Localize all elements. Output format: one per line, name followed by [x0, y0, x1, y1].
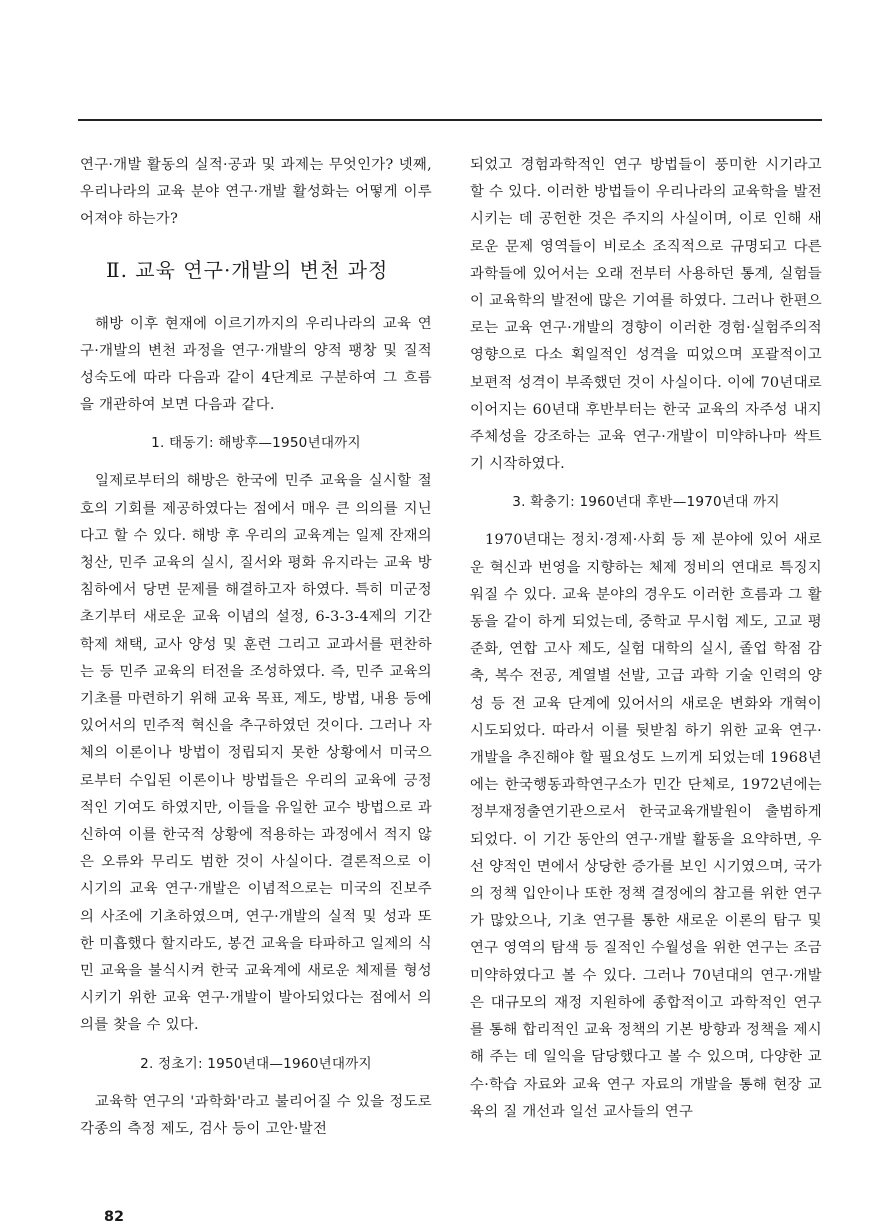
- section-title: Ⅱ. 교육 연구·개발의 변천 과정: [106, 257, 389, 282]
- right-column: [470, 152, 822, 1126]
- subsection-2-title: 2. 정초기: 1950년대—1960년대까지: [140, 1055, 372, 1072]
- subsection-1-body: 일제로부터의 해방은 한국에 민주 교육을 실시할 절호의 기회를 제공하였다는 점에서 매우 큰 의의를 지닌다고 할 수 있다. 해방 후 우리의 교육계는 일제 잔재의 청산, 민주 교육의 실시, 질서와 평화 유지라는 교육 방침하에서 당면 문제를 해결하고자 하였다. 특히 미군정 초기부터 새로운 교육 이념의 설정, 6-3-3-4제의 기간 학제 채택, 교사 양성 및 훈련 그리고 교과서를 편찬하는 등 민주 교육의 터전을 조성하였다. 즉, 민주 교육의 기초를 마련하기 위해 교육 목표, 제도, 방법, 내용 등에 있어서의 민주적 혁신을 추구하였던 것이다. 그러나 자체의 이론이나 방법이 정립되지 못한 상황에서 미국으로부터 수입된 이론이나 방법들은 우리의 교육에 긍정적인 기여도 하였지만, 이들을 유일한 교수 방법으로 과신하여 이를 한국적 상황에 적용하는 과정에서 적지 않은 오류와 무리도 범한 것이 사실이다. 결론적으로 이 시기의 교육 연구·개발은 이념적으로는 미국의 진보주의 사조에 기초하였으며, 연구·개발의 실적 및 성과 또한 미흡했다 할지라도, 봉건 교육을 타파하고 일제의 식민 교육을 불식시켜 한국 교육계에 새로운 체제를 형성시키기 위한 교육 연구·개발이 발아되었다는 점에서 의의를 찾을 수 있다.: [80, 473, 432, 1034]
- subsection-3-body: 1970년대는 정치·경제·사회 등 제 분야에 있어 새로운 혁신과 번영을 지향하는 체제 정비의 연대로 특징지워질 수 있다. 교육 분야의 경우도 이러한 흐름과 그 활동을 같이 하게 되었는데, 중학교 무시험 제도, 고교 평준화, 연합 고사 제도, 실험 대학의 실시, 졸업 학점 감축, 복수 전공, 계열별 선발, 고급 과학 기술 인력의 양성 등 전 교육 단계에 있어서의 새로운 변화와 개혁이 시도되었다. 따라서 이를 뒷받침 하기 위한 교육 연구·개발을 추진해야 할 필요성도 느끼게 되었는데 1968년에는 한국행동과학연구소가 민간 단체로, 1972년에는 정부재정출연기관으로서 한국교육개발원이 출범하게 되었다. 이 기간 동안의 연구·개발 활동을 요약하면, 우선 양적인 면에서 상당한 증가를 보인 시기였으며, 국가의 정책 입안이나 또한 정책 결정에의 참고를 위한 연구가 많았으나, 기초 연구를 통한 새로운 이론의 탐구 및 연구 영역의 탐색 등 질적인 수월성을 위한 연구는 조금 미약하였다고 볼 수 있다. 그러나 70년대의 연구·개발은 대규모의 재정 지원하에 종합적이고 과학적인 연구를 통해 합리적인 교육 정책의 기본 방향과 정책을 제시해 주는 데 일익을 담당했다고 볼 수 있으며, 다양한 교수·학습 자료와 교육 연구 자료의 개발을 통해 현장 교육의 질 개선과 일선 교사들의 연구: [470, 532, 822, 1120]
- subsection-3-title: 3. 확충기: 1960년대 후반—1970년대 까지: [512, 494, 780, 511]
- page-number: 82: [104, 1209, 125, 1225]
- continuation-paragraph: 되었고 경험과학적인 연구 방법들이 풍미한 시기라고 할 수 있다. 이러한 방법들이 우리나라의 교육학을 발전시키는 데 공헌한 것은 주지의 사실이며, 이로 인해 새로운 문제 영역들이 비로소 조직적으로 규명되고 다른 과학들에 있어서는 오래 전부터 사용하던 통계, 실험들이 교육학의 발전에 많은 기여를 하였다. 그러나 한편으로는 교육 연구·개발의 경향이 이러한 경험·실험주의적 영향으로 다소 획일적인 성격을 띠었으며 포괄적이고 보편적 성격이 부족했던 것이 사실이다. 이에 70년대로 이어지는 60년대 후반부터는 한국 교육의 자주성 내지 주체성을 강조하는 교육 연구·개발이 미약하나마 싹트기 시작하였다.: [470, 157, 822, 473]
- section-intro-paragraph: 해방 이후 현재에 이르기까지의 우리나라의 교육 연구·개발의 변천 과정을 연구·개발의 양적 팽창 및 질적 성숙도에 따라 다음과 같이 4단계로 구분하여 그 흐름을 개관하여 보면 다음과 같다.: [80, 315, 432, 414]
- header-rule: [78, 119, 822, 121]
- intro-paragraph: 연구·개발 활동의 실적·공과 및 과제는 무엇인가? 넷째, 우리나라의 교육 분야 연구·개발 활성화는 어떻게 이루어져야 하는가?: [80, 157, 432, 228]
- subsection-2-body: 교육학 연구의 '과학화'라고 불리어질 수 있을 정도로 각종의 측정 제도, 검사 등이 고안·발전: [80, 1093, 432, 1137]
- left-column: [80, 152, 432, 1143]
- subsection-1-title: 1. 태동기: 해방후—1950년대까지: [151, 435, 361, 452]
